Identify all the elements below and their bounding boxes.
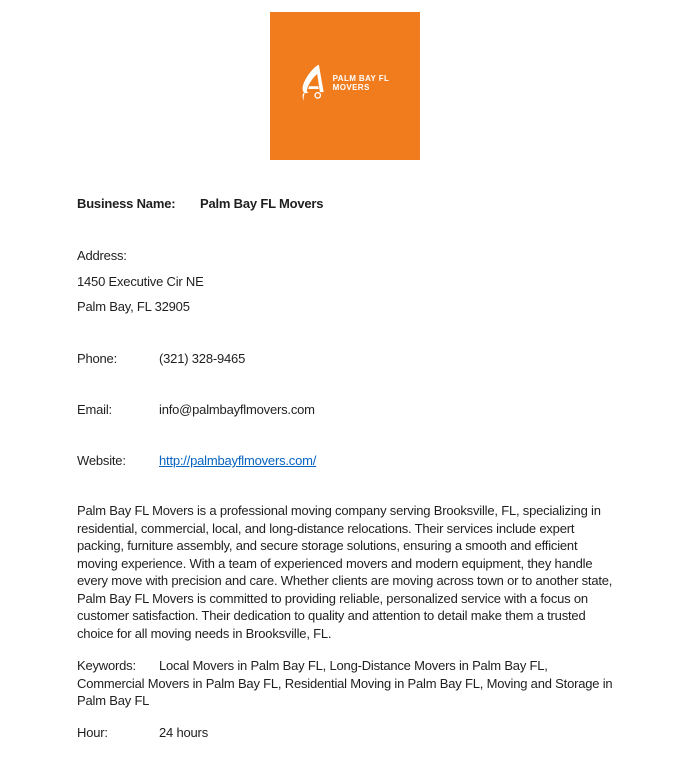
keywords-value: Local Movers in Palm Bay FL, Long-Distance Movers in Palm Bay FL, Commercial Movers in Palm Bay FL, Residential Moving in Palm Bay FL, Moving and Storage in Palm Bay FL [77,658,613,708]
business-name-value: Palm Bay FL Movers [200,196,324,211]
business-name-label: Business Name: [77,196,176,211]
website-link[interactable]: http://palmbayflmovers.com/ [159,453,317,468]
business-name-row [77,196,323,211]
email-value: info@palmbayflmovers.com [159,402,315,417]
business-description: Palm Bay FL Movers is a professional moving company serving Brooksville, FL, specializing in residential, commercial, local, and long-distance relocations. Their services include expert packing, furniture assembly, and secure storage solutions, ensuring a smooth and efficient moving experience. With a team of experienced movers and modern equipment, they handle every move with precision and care. Whether clients are moving across town or to another state, Palm Bay FL Movers is committed to providing reliable, personalized service with a focus on customer satisfaction. Their dedication to quality and attention to detail make them a trusted choice for all moving needs in Brooksville, FL. [77,503,613,641]
keywords-row [77,657,614,710]
hour-row [77,725,208,740]
phone-label: Phone: [77,351,118,366]
email-label: Email: [77,402,112,417]
address-line2: Palm Bay, FL 32905 [77,299,190,314]
movers-sail-swoosh-icon [301,63,328,103]
address-label: Address: [77,248,127,263]
website-row [77,453,316,468]
phone-value: (321) 328-9465 [159,351,246,366]
keywords-label: Keywords: [77,658,136,673]
email-row [77,402,315,417]
hour-value: 24 hours [159,725,208,740]
brand-logo-box [270,12,420,160]
hour-label: Hour: [77,725,108,740]
website-label: Website: [77,453,126,468]
phone-row [77,351,245,366]
brand-name-line2: MOVERS [332,83,370,92]
brand-name [333,74,390,93]
address-line1: 1450 Executive Cir NE [77,274,204,289]
brand-name-line1: PALM BAY FL [332,73,390,83]
brand-logo-lockup [301,63,390,103]
